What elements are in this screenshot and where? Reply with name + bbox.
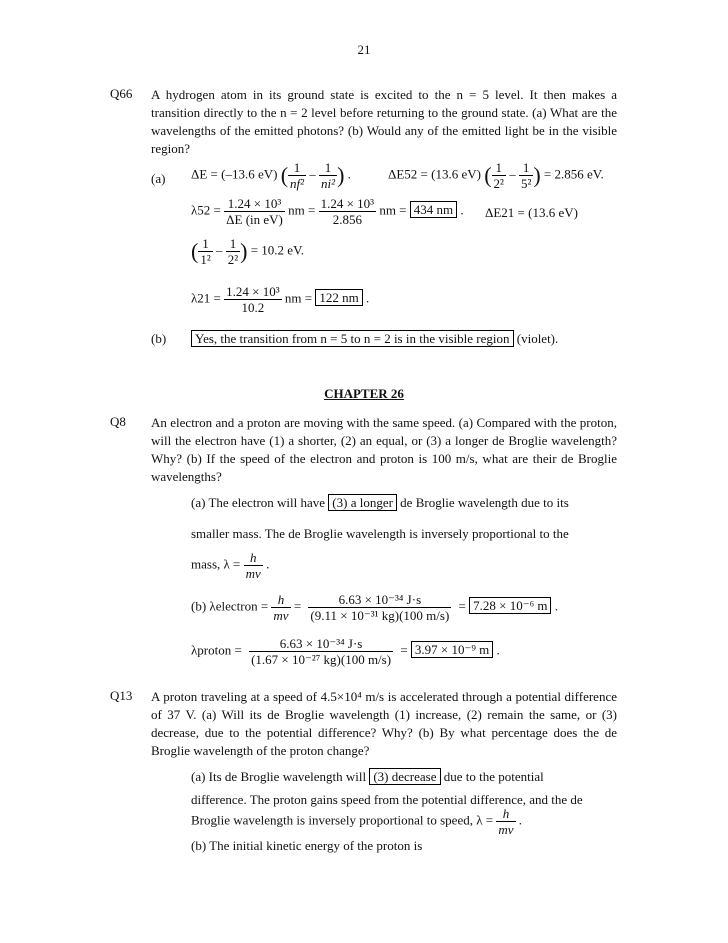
question-label-q66: Q66 [110, 86, 133, 101]
fraction: $\frac{1}{\text{2²}}$ [227, 236, 239, 267]
fraction-h-mv: $\frac{h}{mv}$ [273, 592, 289, 623]
fraction: $\frac{1}{\text{1²}}$ [200, 236, 211, 267]
equation-lambda52: λ52 = $\frac{\text{1.24 × 10³}}{\text{ΔE (in eV)}}$ nm = $\frac{\text{1.24 × 10³}}{2.856}$ nm = 434 nm . [191, 196, 464, 227]
paren-right: ) [337, 162, 345, 188]
fraction: $\frac{\text{6.63 × 10⁻³⁴ J·s}}{\text{(9.11 × 10⁻³¹ kg)(100 m/s)}}$ [310, 592, 450, 623]
nm-equals: nm = [288, 202, 316, 218]
lambda52-lhs: λ52 = [191, 202, 221, 218]
answer-box-122nm: 122 nm [315, 289, 362, 306]
fraction-h-mv: $\frac{h}{mv}$ [498, 806, 514, 837]
fraction: $\frac{1}{\text{5²}}$ [520, 160, 532, 191]
q8-electron-equation: (b) λelectron = $\frac{h}{mv}$ = $\frac{\text{6.63 × 10⁻³⁴ J·s}}{\text{(9.11 × 10⁻³¹ kg)(100 m/s)}}$ = 7.28 × 10⁻⁶ m . [191, 592, 558, 623]
equation-delta-e52: ΔE52 = (13.6 eV) ( $\frac{1}{\text{2²}}$ – $\frac{1}{\text{5²}}$ ) = 2.856 eV. [388, 160, 604, 191]
question-label-q8: Q8 [110, 414, 126, 429]
q8-answer-a-line2: smaller mass. The de Broglie wavelength is inversely proportional to the [191, 526, 569, 541]
q13-answer-b-line: (b) The initial kinetic energy of the proton is [191, 838, 423, 853]
eq3-lhs: ΔE21 = (13.6 eV) [485, 205, 578, 220]
answer-box-434nm: 434 nm [410, 201, 457, 218]
eq2-lhs: ΔE52 = (13.6 eV) [388, 166, 481, 182]
equation-delta-e: ΔE = (–13.6 eV) ( $\frac{1}{\text{nf²}}$ – $\frac{1}{\text{ni²}}$ ) . [191, 160, 351, 191]
q13-answer-a-line3: Broglie wavelength is inversely proportional to speed, λ = $\frac{h}{mv}$ . [191, 806, 523, 837]
answer-box-electron: 7.28 × 10⁻⁶ m [469, 597, 551, 614]
paren-left: ( [280, 162, 289, 188]
part-b-answer-line [191, 331, 558, 347]
paren-right: ) [533, 162, 541, 188]
eq2-result: = 2.856 eV. [543, 166, 604, 182]
answer-box-decrease: (3) decrease [369, 768, 440, 785]
paren-left: ( [484, 162, 492, 188]
question-text-q66: A hydrogen atom in its ground state is excited to the n = 5 level. It then makes a transition directly to the n = 2 level before returning to the ground state. (a) What are the wavelengths of the emitted photons? (b) Would any of the emitted light be in the visible region? [151, 87, 617, 156]
equation-delta-e21: ( $\frac{1}{\text{1²}}$ – $\frac{1}{\text{2²}}$ ) = 10.2 eV. [191, 236, 305, 267]
nm-equals: nm = [284, 290, 313, 306]
answer-box-visible: Yes, the transition from n = 5 to n = 2 is in the visible region [191, 330, 514, 347]
answer-box-proton: 3.97 × 10⁻⁹ m [411, 641, 493, 658]
eq3-result: = 10.2 eV. [250, 242, 305, 258]
part-a-label: (a) [151, 171, 166, 186]
fraction: $\frac{1}{\text{nf²}}$ [290, 160, 305, 191]
question-text-q8: An electron and a proton are moving with the same speed. (a) Compared with the proton, will the electron have (1) a shorter, (2) an equal, or (3) a longer de Broglie wavelength? Why? (b) If the speed of the electron and proton is 100 m/s, what are their de Broglie wavelengths? [151, 415, 617, 484]
q13-answer-a-line1: (a) Its de Broglie wavelength will (3) decrease due to the potential [191, 769, 544, 784]
fraction-h-mv: $\frac{h}{mv}$ [245, 550, 261, 581]
paren-left: ( [191, 238, 199, 264]
eq1-lhs: ΔE = (–13.6 eV) [191, 166, 278, 182]
q8-answer-a-line1: (a) The electron will have (3) a longer de Broglie wavelength due to its [191, 495, 569, 510]
q13-answer-a-line2: difference. The proton gains speed from the potential difference, and the de [191, 792, 583, 807]
fraction: $\frac{\text{6.63 × 10⁻³⁴ J·s}}{\text{(1.67 × 10⁻²⁷ kg)(100 m/s)}}$ [251, 636, 392, 667]
fraction: $\frac{\text{1.24 × 10³}}{2.856}$ [320, 196, 375, 227]
fraction: $\frac{1}{\text{2²}}$ [493, 160, 504, 191]
fraction: $\frac{\text{1.24 × 10³}}{10.2}$ [226, 284, 280, 315]
page-number: 21 [357, 42, 371, 57]
chapter-title: CHAPTER 26 [324, 386, 404, 401]
answer-box-longer: (3) a longer [328, 494, 397, 511]
question-label-q13: Q13 [110, 688, 133, 703]
part-b-label: (b) [151, 331, 167, 346]
fraction: $\frac{1}{\text{ni²}}$ [321, 160, 336, 191]
nm-equals: nm = [379, 202, 407, 218]
fraction: $\frac{\text{1.24 × 10³}}{\text{ΔE (in eV)}}$ [226, 196, 283, 227]
part-b-note: (violet). [516, 331, 559, 346]
equation-lambda21: λ21 = $\frac{\text{1.24 × 10³}}{10.2}$ nm = 122 nm . [191, 284, 370, 315]
q8-answer-a-line3: mass, λ = $\frac{h}{mv}$ . [191, 550, 270, 581]
paren-right: ) [240, 238, 248, 264]
question-text-q13: A proton traveling at a speed of 4.5×10⁴ m/s is accelerated through a potential difference of 37 V. (a) Will its de Broglie wavelength (1) increase, (2) remain the same, or (3) decrease, due to the potential difference? Why? (b) By what percentage does the de Broglie wavelength of the proton change? [151, 689, 617, 758]
q8-proton-equation: λproton = $\frac{\text{6.63 × 10⁻³⁴ J·s}}{\text{(1.67 × 10⁻²⁷ kg)(100 m/s)}}$ = 3.97 × 10⁻⁹ m . [191, 636, 500, 667]
lambda21-lhs: λ21 = [191, 290, 221, 306]
